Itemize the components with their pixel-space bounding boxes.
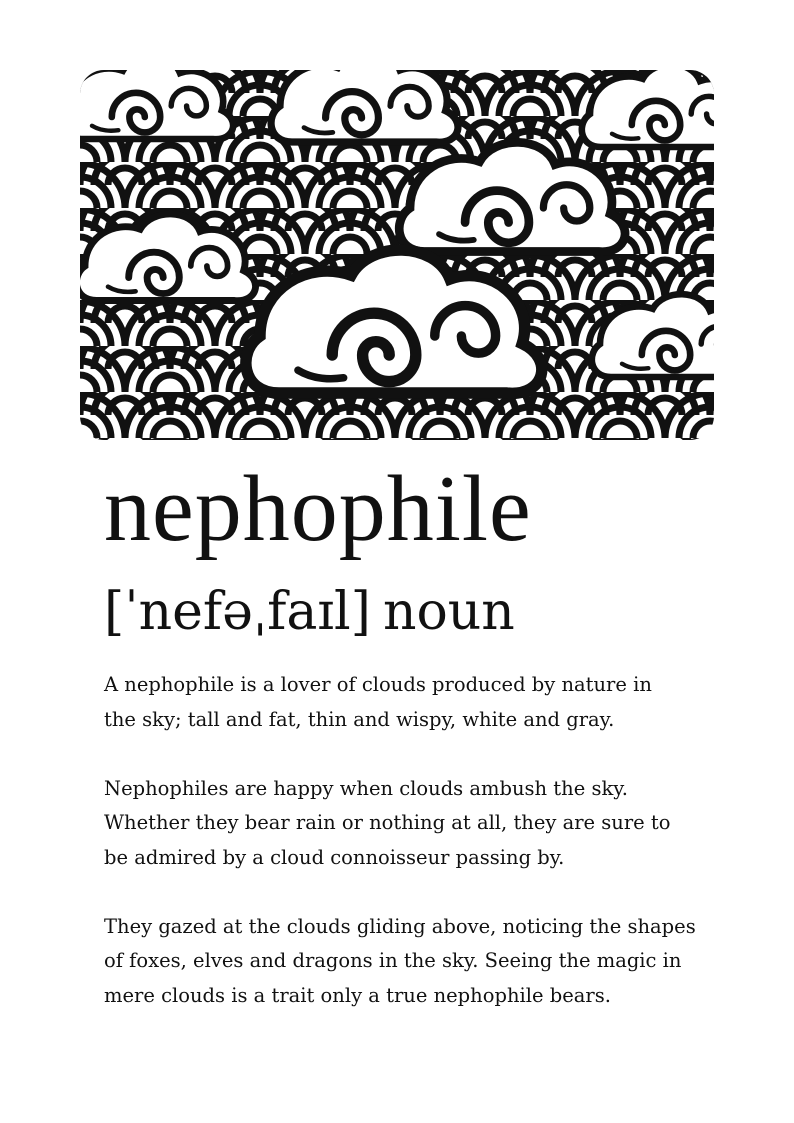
part-of-speech: noun (382, 582, 515, 642)
cloud-swirl-icon (271, 70, 458, 142)
text-line: A nephophile is a lover of clouds produced by nature in (104, 673, 652, 696)
pronunciation-line (104, 582, 515, 642)
text-line: Nephophiles are happy when clouds ambush the sky. (104, 776, 628, 800)
cloud-wave-artwork (80, 70, 714, 440)
text-line: of foxes, elves and dragons in the sky. Seeing the magic in (104, 949, 682, 972)
text-line: be admired by a cloud connoisseur passing by. (104, 845, 565, 869)
text-line: Whether they bear rain or nothing at all, they are sure to (104, 811, 671, 834)
pronunciation: [ˈnefəˌfaɪl] (104, 582, 371, 642)
definition-paragraph (104, 910, 744, 1014)
definition-paragraph (104, 668, 744, 737)
definition-body (104, 668, 744, 1048)
cloud-swirl-icon (80, 70, 233, 139)
text-line: They gazed at the clouds gliding above, noticing the shapes (104, 914, 696, 938)
text-line: mere clouds is a trait only a true nephophile bears. (104, 983, 611, 1007)
definition-paragraph (104, 772, 744, 876)
headword: nephophile (104, 457, 532, 561)
text-line: the sky; tall and fat, thin and wispy, white and gray. (104, 707, 615, 731)
cloud-wave-illustration (80, 70, 714, 440)
